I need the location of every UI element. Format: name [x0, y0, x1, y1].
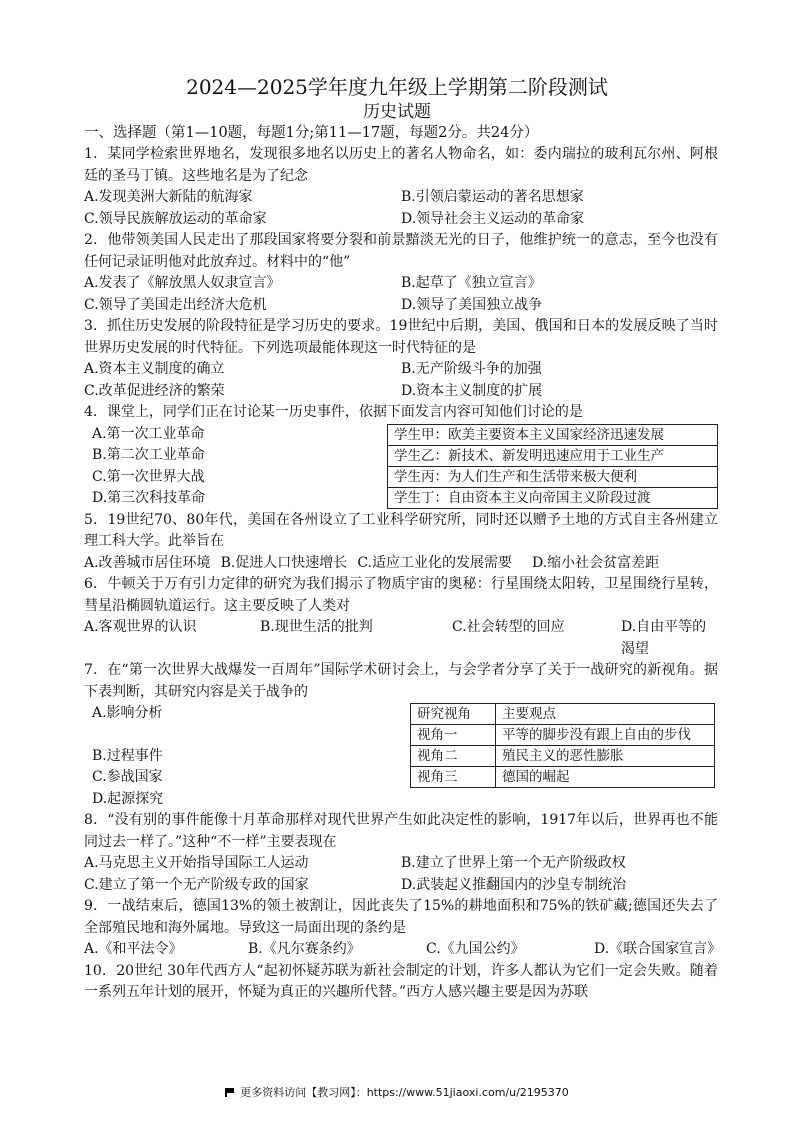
question-1 — [84, 144, 718, 230]
question-3 — [84, 316, 718, 402]
option-d: D.武装起义推翻国内的沙皇专制统治 — [401, 876, 627, 893]
table-cell: 学生甲：欧美主要资本主义国家经济迅速发展 — [388, 424, 718, 445]
question-list — [84, 144, 722, 1004]
option-c: C.领导了美国走出经济大危机 — [84, 296, 267, 313]
option-a: A.发现美洲大新陆的航海家 — [84, 189, 253, 205]
option-b: B.现世生活的批判 — [260, 619, 373, 635]
option-b: B.无产阶级斗争的加强 — [401, 361, 542, 377]
options — [84, 273, 718, 316]
option-a: A.发表了《解放黑人奴隶宣言》 — [84, 275, 281, 291]
option-c: C.适应工业化的发展需要 — [357, 554, 512, 571]
exam-subtitle: 历史试题 — [363, 102, 431, 122]
question-stem: 6．牛顿关于万有引力定律的研究为我们揭示了物质宇宙的奥秘：行星围绕太阳转，卫星围绕行星转，彗星沿椭圆轨道运行。这主要反映了人类对 — [84, 576, 718, 614]
question-9 — [84, 896, 722, 961]
option-c: C.社会转型的回应 — [452, 619, 565, 635]
option-d: D.自由平等的渴望 — [621, 619, 707, 657]
option-c: C.《九国公约》 — [426, 941, 525, 957]
table-cell: 视角二 — [411, 746, 496, 767]
question-8 — [84, 810, 718, 896]
research-perspective-table — [410, 703, 715, 788]
option-b: B.《凡尔赛条约》 — [248, 941, 361, 957]
student-statements-table — [387, 424, 718, 509]
question-stem: 9．一战结束后，德国13%的领土被割让，因此丧失了15%的耕地面积和75%的铁矿藏;德国还失去了全部殖民地和海外属地。导致这一局面出现的条约是 — [84, 898, 718, 936]
flag-icon — [225, 1088, 236, 1097]
footer-link[interactable] — [0, 1084, 794, 1100]
option-a: A.马克思主义开始指导国际工人运动 — [84, 855, 309, 871]
option-c: C.第一次世界大战 — [92, 468, 205, 485]
table-header-cell: 研究视角 — [411, 704, 496, 725]
table-cell: 学生丁：自由资本主义向帝国主义阶段过渡 — [388, 487, 718, 508]
table-cell: 殖民主义的恶性膨胀 — [496, 746, 715, 767]
option-d: D.缩小社会贫富差距 — [531, 554, 660, 571]
question-6 — [84, 574, 718, 660]
option-a: A.改善城市居住环境 — [84, 554, 211, 571]
question-stem: 4．课堂上，同学们正在讨论某一历史事件，依据下面发言内容可知他们讨论的是 — [84, 404, 583, 420]
option-a: A.客观世界的认识 — [84, 619, 197, 635]
option-a: A.资本主义制度的确立 — [84, 361, 225, 377]
option-a: A.《和平法令》 — [84, 941, 183, 957]
option-b: B.促进人口快速增长 — [220, 554, 348, 571]
table-cell: 视角三 — [411, 767, 496, 788]
question-7-body — [84, 703, 718, 810]
question-stem: 3．抓住历史发展的阶段特征是学习历史的要求。19世纪中后期，美国、俄国和日本的发展反映了当时世界历史发展的时代特征。下列选项最能体现这一时代特征的是 — [84, 318, 718, 356]
option-b: B.起草了《独立宣言》 — [401, 275, 542, 291]
options — [84, 359, 718, 402]
table-cell: 德国的崛起 — [496, 767, 715, 788]
options — [84, 553, 718, 575]
question-5 — [84, 510, 718, 575]
question-stem: 1．某同学检索世界地名，发现很多地名以历史上的著名人物命名，如：委内瑞拉的玻利瓦尔州、阿根廷的圣马丁镇。这些地名是为了纪念 — [84, 146, 718, 184]
options — [84, 939, 722, 961]
options — [84, 703, 344, 810]
question-stem: 2．他带领美国人民走出了那段国家将要分裂和前景黯淡无光的日子，他维护统一的意志，至今也没有任何记录证明他对此放弃过。材料中的“他” — [84, 232, 718, 270]
question-stem: 10．20世纪 30年代西方人“起初怀疑苏联为新社会制定的计划，许多人都认为它们一定会失败。随着一系列五年计划的展开，怀疑为真正的兴趣所代替。”西方人感兴趣主要是因为苏联 — [84, 962, 718, 1000]
option-c: C.参战国家 — [92, 769, 163, 785]
option-a: A.影响分析 — [92, 705, 163, 721]
option-d: D.领导了美国独立战争 — [401, 296, 543, 313]
option-c: C.改革促进经济的繁荣 — [84, 382, 225, 399]
table-cell: 平等的脚步没有跟上自由的步伐 — [496, 725, 715, 746]
question-10 — [84, 961, 718, 1004]
table-header-cell: 主要观点 — [496, 704, 715, 725]
option-c: C.领导民族解放运动的革命家 — [84, 210, 267, 227]
option-b: B.第二次工业革命 — [92, 447, 205, 463]
option-d: D.领导社会主义运动的革命家 — [401, 210, 585, 227]
table-cell: 视角一 — [411, 725, 496, 746]
exam-title: 2024—2025学年度九年级上学期第二阶段测试 — [186, 75, 608, 99]
option-d: D.第三次科技革命 — [92, 490, 206, 506]
question-stem: 8．“没有别的事件能像十月革命那样对现代世界产生如此决定性的影响，1917年以后，世界再也不能同过去一样了。”这种“不一样”主要表现在 — [84, 812, 718, 850]
options — [84, 187, 718, 230]
option-d: D.资本主义制度的扩展 — [401, 382, 543, 399]
question-stem: 5．19世纪70、80年代，美国在各州设立了工业科学研究所，同时还以赠予土地的方式自主各州建立理工科大学。此举旨在 — [84, 511, 718, 549]
option-c: C.建立了第一个无产阶级专政的国家 — [84, 876, 309, 893]
table-cell: 学生乙：新技术、新发明迅速应用于工业生产 — [388, 445, 718, 466]
table-cell: 学生丙：为人们生产和生活带来极大便利 — [388, 466, 718, 487]
option-b: B.引领启蒙运动的著名思想家 — [401, 189, 584, 205]
option-b: B.过程事件 — [92, 747, 163, 764]
question-2 — [84, 230, 718, 316]
question-7 — [84, 660, 718, 810]
question-4 — [84, 402, 718, 510]
options — [84, 424, 344, 510]
question-stem: 7．在“第一次世界大战爆发一百周年”国际学术研讨会上，与会学者分享了关于一战研究的新视角。据下表判断，其研究内容是关于战争的 — [84, 662, 718, 700]
option-d: D.《联合国家宣言》 — [594, 941, 722, 957]
options — [84, 617, 718, 660]
section-heading: 一、选择题（第1—10题，每题1分;第11—17题，每题2分。共24分） — [84, 125, 539, 141]
footer-text: 更多资料访问【教习网】：https://www.51jiaoxi.com/u/2195370 — [240, 1086, 569, 1099]
option-a: A.第一次工业革命 — [92, 425, 205, 442]
option-b: B.建立了世界上第一个无产阶级政权 — [401, 855, 626, 871]
options — [84, 853, 718, 896]
option-d: D.起源探究 — [92, 790, 164, 807]
question-4-body — [84, 424, 718, 510]
